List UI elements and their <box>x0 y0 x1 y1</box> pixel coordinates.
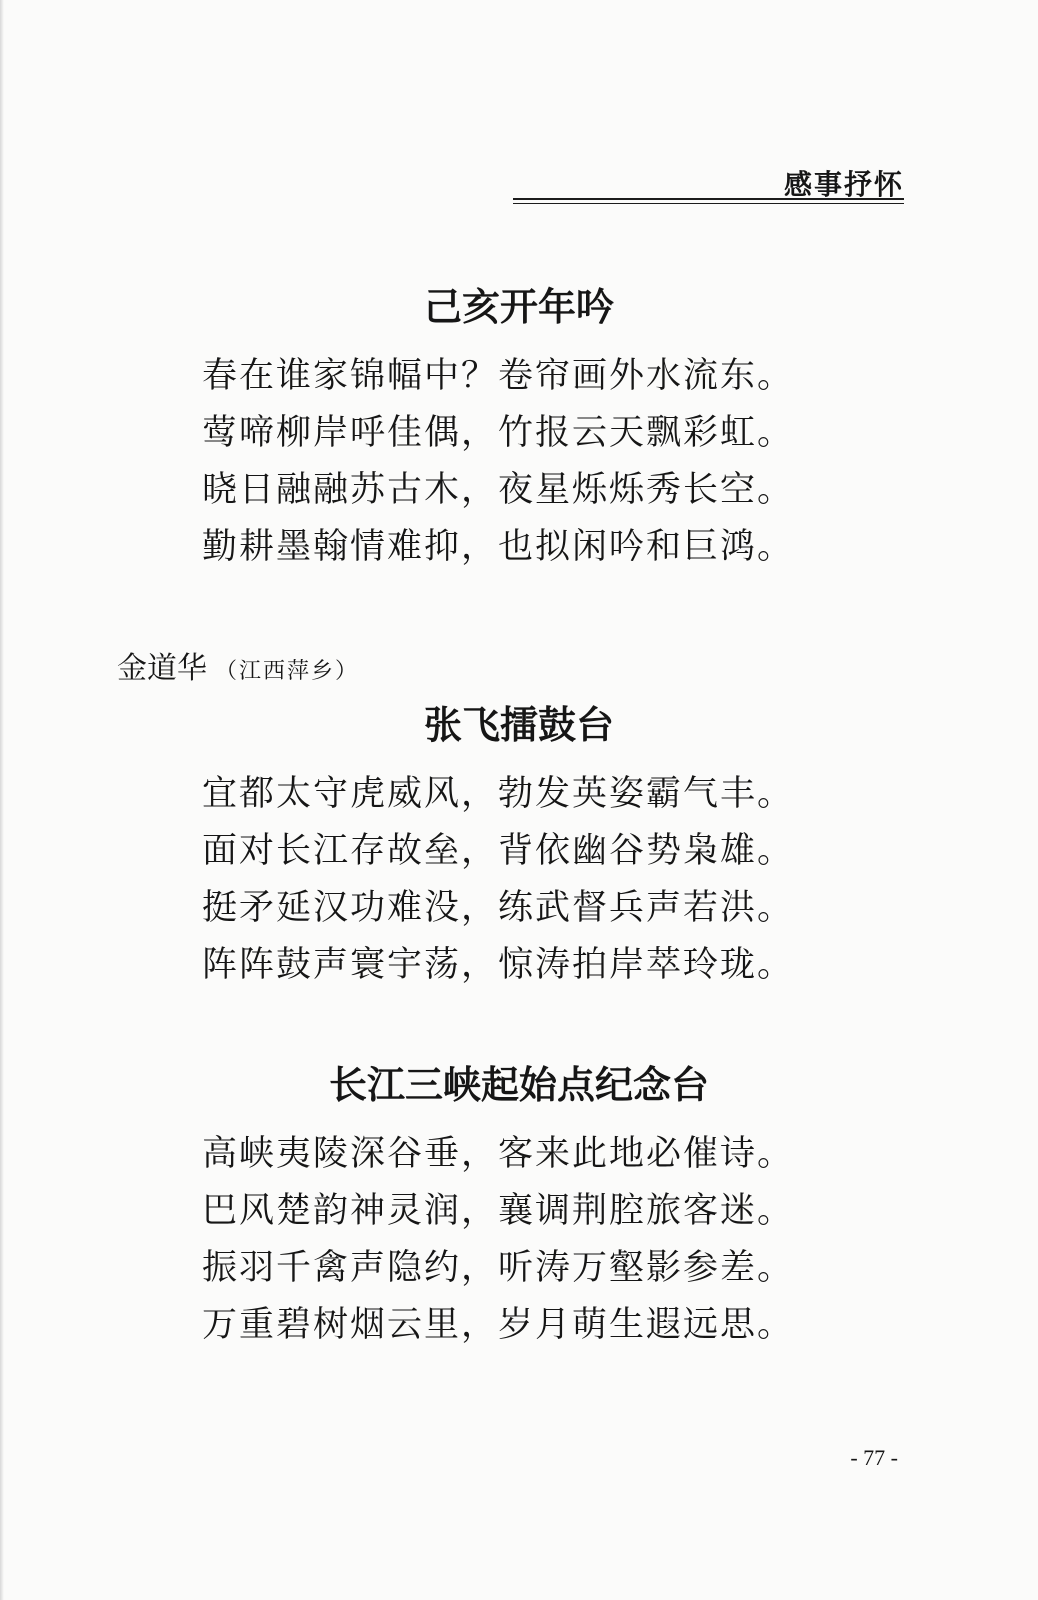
poem-title: 长江三峡起始点纪念台 <box>328 1063 709 1107</box>
poem-line: 莺啼柳岸呼佳偶，竹报云天飘彩虹。 <box>202 413 795 453</box>
poem-body <box>202 348 794 576</box>
poem-line: 春在谁家锦幅中？卷帘画外水流东。 <box>202 356 795 396</box>
poem-title: 己亥开年吟 <box>423 285 614 329</box>
poem-line: 阵阵鼓声寰宇荡，惊涛拍岸萃玲珑。 <box>202 945 795 985</box>
author-name: 金道华 <box>117 651 207 686</box>
section-header: 感事抒怀 <box>783 168 904 201</box>
poem-line: 宜都太守虎威风，勃发英姿霸气丰。 <box>202 774 795 814</box>
poem-line: 面对长江存故垒，背依幽谷势枭雄。 <box>202 831 795 871</box>
poem-body <box>202 766 794 994</box>
poem-body <box>202 1126 794 1354</box>
poem-line: 晓日融融苏古木，夜星烁烁秀长空。 <box>202 470 795 510</box>
page-number: - 77 - <box>850 1445 898 1470</box>
poem-line: 万重碧树烟云里，岁月萌生遐远思。 <box>202 1305 795 1345</box>
poem-line: 振羽千禽声隐约，听涛万壑影参差。 <box>202 1248 795 1288</box>
poem-line: 勤耕墨翰情难抑，也拟闲吟和巨鸿。 <box>202 527 795 567</box>
poem-line: 巴风楚韵神灵润，襄调荆腔旅客迷。 <box>202 1191 795 1231</box>
page-edge-shadow <box>0 0 4 1600</box>
header-rule-thin <box>513 203 904 204</box>
header-rule <box>513 198 904 200</box>
poem-title: 张飞擂鼓台 <box>423 703 614 747</box>
author-line <box>117 643 359 687</box>
poem-line: 挺矛延汉功难没，练武督兵声若洪。 <box>202 888 795 928</box>
poem-line: 高峡夷陵深谷垂，客来此地必催诗。 <box>202 1134 795 1174</box>
author-place: （江西萍乡） <box>215 659 360 684</box>
